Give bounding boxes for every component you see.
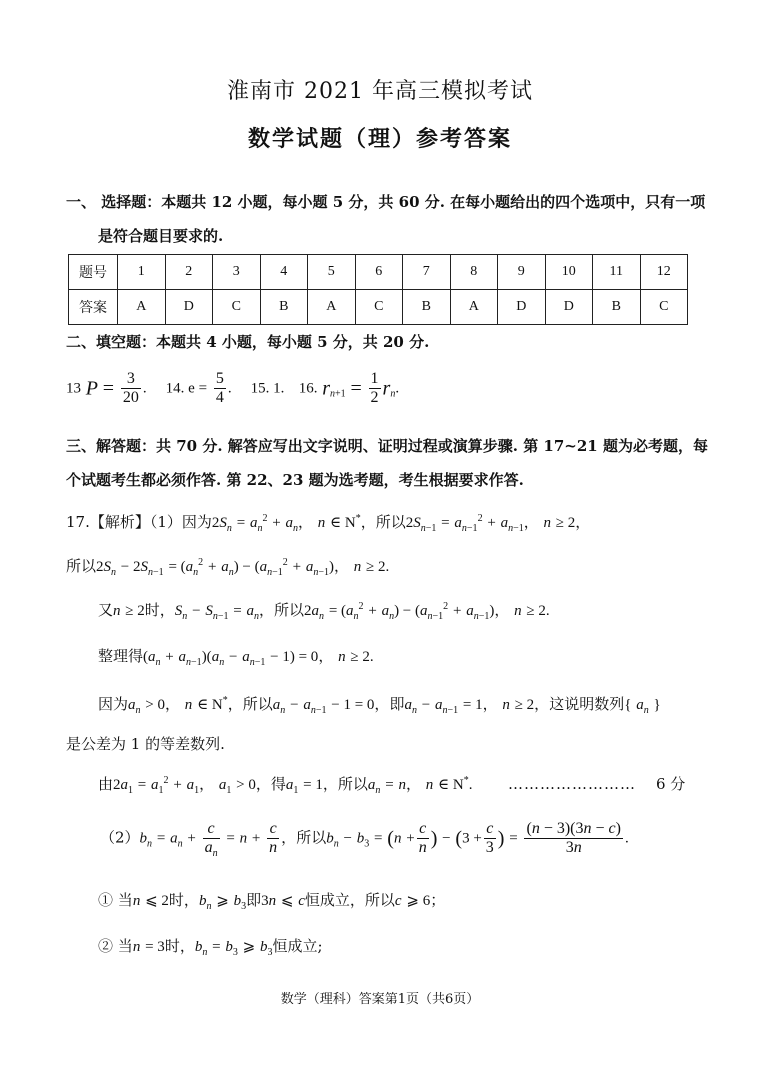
solution-case-2: ② 当n = 3时，$b_n = b_3$ ⩾ $b_3$恒成立;: [98, 937, 323, 958]
solution-line-2: 所以$2S_n - 2S_{n-1} = (a_n^2 + a_n) - (a_{n-1}^2 + a_{n-1})$， n ≥ 2.: [66, 557, 390, 578]
table-row-label: 答案: [69, 290, 118, 325]
solution-line-7: 由$2a_1 = a_1^2 + a_1$， $a_1 > 0$，得$a_1 = 1$，所以$a_n = n$， n ∈ N*.: [98, 775, 473, 796]
solution-line-4: 整理得$(a_n + a_{n-1})(a_n - a_{n-1} - 1) = 0$， n ≥ 2.: [98, 647, 374, 668]
section3-heading-line1: 三、解答题：共 70 分. 解答应写出文字说明、证明过程或演算步骤. 第 17~21 题为必考题，每: [66, 437, 708, 455]
answer-table-answer-row: [69, 290, 688, 325]
q16-label: 16.: [298, 380, 318, 397]
answer-cell: C: [640, 290, 688, 325]
answer-key-subtitle: 数学试题（理）参考答案: [247, 126, 512, 152]
question-number: 1: [118, 255, 166, 290]
q13-fraction: $\frac{3}{20}$: [122, 370, 139, 406]
score-dots: ……………………: [508, 775, 636, 793]
solution-line-5: 因为$a_n > 0$， n ∈ N*，所以$a_n - a_{n-1} - 1 = 0$，即$a_n - a_{n-1} = 1$， n ≥ 2，这说明数列{ $a_n$ }: [98, 695, 661, 716]
answer-table-number-row: [69, 255, 688, 290]
answer-cell: D: [165, 290, 213, 325]
question-number: 6: [355, 255, 403, 290]
question-number: 7: [403, 255, 451, 290]
section3-heading-line2: 个试题考生都必须作答. 第 22、23 题为选考题，考生根据要求作答.: [66, 471, 524, 489]
question-number: 5: [308, 255, 356, 290]
question-number: 11: [593, 255, 641, 290]
q13-label: 13: [66, 380, 81, 397]
answer-cell: D: [498, 290, 546, 325]
question-number: 2: [165, 255, 213, 290]
section1-heading-line1: 一、 选择题：本题共 12 小题，每小题 5 分，共 60 分. 在每小题给出的四个选项中，只有一项: [66, 193, 706, 211]
question-number: 10: [545, 255, 593, 290]
solution-line-3: 又n ≥ 2时，$S_n - S_{n-1} = a_n$，所以$2a_n = (a_n^2 + a_n) - (a_{n-1}^2 + a_{n-1})$， n ≥ 2.: [98, 601, 550, 622]
answer-cell: B: [260, 290, 308, 325]
score-label: 6 分: [656, 775, 686, 793]
answer-cell: A: [308, 290, 356, 325]
answer-cell: C: [213, 290, 261, 325]
q15-answer: 15. 1.: [250, 380, 285, 397]
solution-line-8: $(2)b_n = a_n$ + $\frac{c}{a_n}$ = n + $\frac{c}{n}$ ，所以$b_n - b_3 = (n$ + $\frac{c}{n}$ ) − (3 + $\frac{c}{3}$ ) = $\frac{(n - 3)(3n - c)}{3n}$ .: [100, 820, 629, 860]
page-footer: 数学（理科）答案第1页（共6页）: [280, 992, 480, 1007]
solution-line-6: 是公差为 1 的等差数列.: [66, 735, 225, 753]
q14-label: 14. e =: [165, 380, 208, 397]
answer-cell: B: [403, 290, 451, 325]
fill-in-answers: 13 P = $\frac{3}{20}$ . 14. e = $\frac{5}{4}$ . 15. 1. 16. $r_{n+1}$ = $\frac{1}{2}$ $r_n$.: [66, 370, 400, 406]
question-number: 8: [450, 255, 498, 290]
answer-cell: A: [450, 290, 498, 325]
answer-cell: A: [118, 290, 166, 325]
question-number: 3: [213, 255, 261, 290]
answer-table: [68, 254, 688, 325]
solution-label: 17.【解析】: [66, 513, 150, 531]
question-number: 4: [260, 255, 308, 290]
solution-case-1: ① 当n ⩽ 2时，$b_n$ ⩾ $b_3$即3n ⩽ c恒成立，所以c ⩾ 6；: [98, 891, 446, 912]
answer-cell: D: [545, 290, 593, 325]
answer-cell: C: [355, 290, 403, 325]
q16-fraction: $\frac{1}{2}$: [370, 370, 379, 406]
q14-fraction: $\frac{5}{4}$: [215, 370, 224, 406]
question-number: 9: [498, 255, 546, 290]
table-row-label: 题号: [69, 255, 118, 290]
solution-line-1: 17.【解析】（1）因为$2S_n = a_n^2 + a_n$， n ∈ N*，所以$2S_{n-1} = a_{n-1}^2 + a_{n-1}$， n ≥ 2，: [66, 513, 591, 534]
section2-heading: 二、填空题：本题共 4 小题，每小题 5 分，共 20 分.: [66, 333, 430, 351]
exam-title: 淮南市 2021 年高三模拟考试: [227, 79, 533, 104]
question-number: 12: [640, 255, 688, 290]
answer-cell: B: [593, 290, 641, 325]
section1-heading-line2: 是符合题目要求的.: [98, 227, 224, 245]
